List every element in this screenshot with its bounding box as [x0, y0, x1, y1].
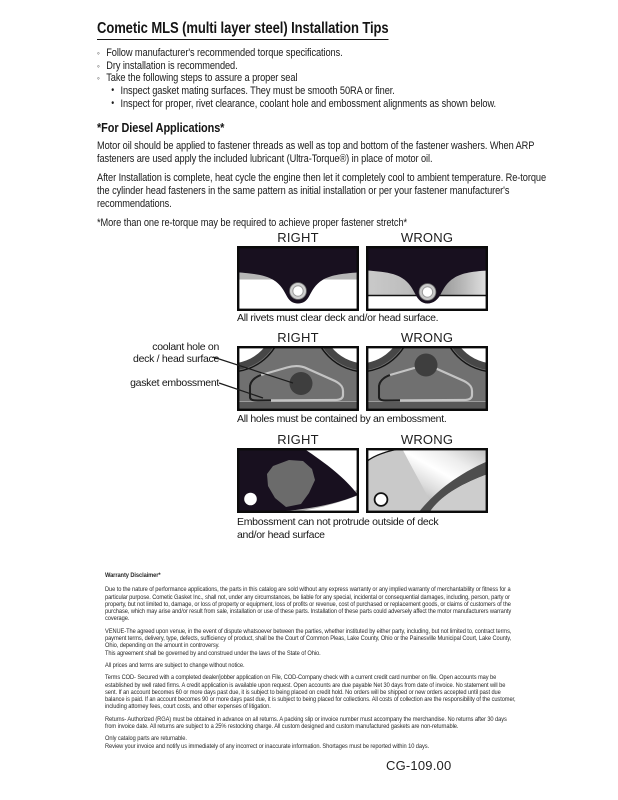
list-item — [97, 47, 557, 60]
diesel-applications-heading: *For Diesel Applications* — [97, 119, 225, 135]
bolt-hole — [244, 493, 257, 506]
rivet-icon — [419, 284, 436, 301]
sub-bullet-icon: • — [111, 85, 115, 97]
protrusion-caption-line1: Embossment can not protrude outside of deck — [237, 516, 439, 528]
prices-line: All prices and terms are subject to change without notice. — [105, 661, 245, 669]
right-label: RIGHT — [277, 432, 319, 447]
wrong-label: WRONG — [400, 432, 454, 447]
coolant-hole-label: coolant hole on deck / head surface — [133, 341, 219, 365]
protrusion-right-diagram — [237, 448, 359, 513]
sub-bullet-icon: • — [111, 97, 115, 109]
list-item — [97, 60, 557, 73]
coolant-hole-leader-line — [213, 357, 293, 383]
tip-text: Follow manufacturer's recommended torque specifications. — [106, 47, 343, 59]
diesel-paragraph-1: Motor oil should be applied to fastener threads as well as top and bottom of the fastener washers. When ARP fasteners are used apply the included lubricant (Ultra-Torque®) in place of motor oil. — [97, 139, 535, 165]
coolant-hole — [415, 354, 438, 377]
review-invoice-line: Review your invoice and notify us immediately of any incorrect or inaccurate information. Shortages must be reported within 10 days. — [105, 742, 430, 750]
gasket-embossment-label: gasket embossment — [130, 377, 219, 389]
tip-text: Inspect gasket mating surfaces. They must be smooth 50RA or finer. — [120, 85, 395, 98]
legal-section — [105, 572, 518, 750]
list-item — [97, 72, 557, 85]
tip-text: Dry installation is recommended. — [106, 59, 238, 72]
bolt-hole — [375, 493, 388, 506]
bullet-icon: ◦ — [97, 60, 100, 71]
warranty-paragraph: Due to the nature of performance applications, the parts in this catalog are sold without any express warranty or any implied warranty of merchantability or fitness for a particular purpose. Cometic Gasket Inc., shall not, under any circumstances, be liable for any special, incidental or consequential damages, including, person, party or property, but not limited to, damage, or loss of property or equipment, loss of profits or revenue, cost of purchased or replacement goods, or claims of customers of the purchase, which may arise and/or result from sale, installation or use of these parts. Installation of these parts could adversely affect the motor manufacturers warranty coverage. — [105, 586, 512, 623]
bullet-icon: ◦ — [97, 48, 100, 58]
list-item — [97, 85, 557, 98]
page-title: Cometic MLS (multi layer steel) Installation Tips — [97, 20, 389, 40]
tip-text: Take the following steps to assure a proper seal — [106, 72, 298, 85]
content-column — [97, 20, 557, 236]
rivet-caption: All rivets must clear deck and/or head surface. — [237, 312, 439, 324]
retorque-note: *More than one re-torque may be required to achieve proper fastener stretch* — [97, 216, 408, 229]
venue-paragraph: VENUE-The agreed upon venue, in the event of dispute whatsoever between the parties, whether instituted by either party, including, but not limited to, contract terms, payment terms, delivery, type, defects, sufficiency of product, shall be the Court of Common Pleas, Lake County, Ohio or the Painesville Municipal Court, Lake County, Ohio, depending on the amount in controversy. — [105, 627, 512, 650]
list-item — [97, 98, 557, 111]
protrusion-wrong-diagram — [366, 448, 488, 513]
right-label: RIGHT — [277, 230, 319, 245]
leader-lines — [205, 350, 317, 405]
warranty-disclaimer-heading: Warranty Disclaimer* — [105, 572, 161, 579]
rivet-clearance-wrong-diagram — [366, 246, 488, 311]
protrusion-caption-line2: and/or head surface — [237, 529, 325, 541]
installation-tips-list — [97, 47, 557, 111]
embossment-containment-wrong-diagram — [366, 346, 488, 411]
returns-paragraph: Returns- Authorized (RGA) must be obtained in advance on all returns. A packing slip or invoice number must accompany the merchandise. No returns after 30 days from invoice date. All returns are subject to a 25% restocking charge. All custom designed and custom manufactured gaskets are non-returnable. — [105, 715, 507, 731]
holes-caption: All holes must be contained by an embossment. — [237, 413, 447, 425]
rivet-icon — [290, 283, 307, 300]
terms-paragraph: Terms COD- Secured with a completed dealer/jobber application on File, COD-Company check with a current credit card number on file. Open accounts may be established by well rated firms. A credit application is available upon request. Open accounts are due payable Net 30 days from date of invoice. No statement will be sent. If an account becomes 60 or more days past due, it is subject to being placed on credit hold. No orders will be shipped or new orders accepted until past due balance is paid. If an account becomes 90 or more days past due, it is subject to being placed for collections. All costs of collection are the responsibility of the customer, including attorney fees, court costs, and other expenses of litigation. — [105, 674, 516, 711]
rivet-clearance-right-diagram — [237, 246, 359, 311]
wrong-label: WRONG — [400, 230, 454, 245]
governing-law-line: This agreement shall be governed by and construed under the laws of the State of Ohio. — [105, 649, 321, 657]
right-label: RIGHT — [277, 330, 319, 345]
page-code: CG-109.00 — [386, 758, 452, 773]
wrong-label: WRONG — [400, 330, 454, 345]
embossment-leader-line — [219, 383, 263, 398]
diesel-paragraph-2: After Installation is complete, heat cycle the engine then let it completely cool to ambient temperature. Re-torque the cylinder head fasteners in the same pattern as initial installation or per your fastener manufacturer's recommendations. — [97, 171, 547, 210]
catalog-returnable-line: Only catalog parts are returnable. — [105, 735, 187, 743]
bullet-icon: ◦ — [97, 73, 100, 84]
tip-text: Inspect for proper, rivet clearance, coolant hole and embossment alignments as shown below. — [120, 97, 497, 110]
